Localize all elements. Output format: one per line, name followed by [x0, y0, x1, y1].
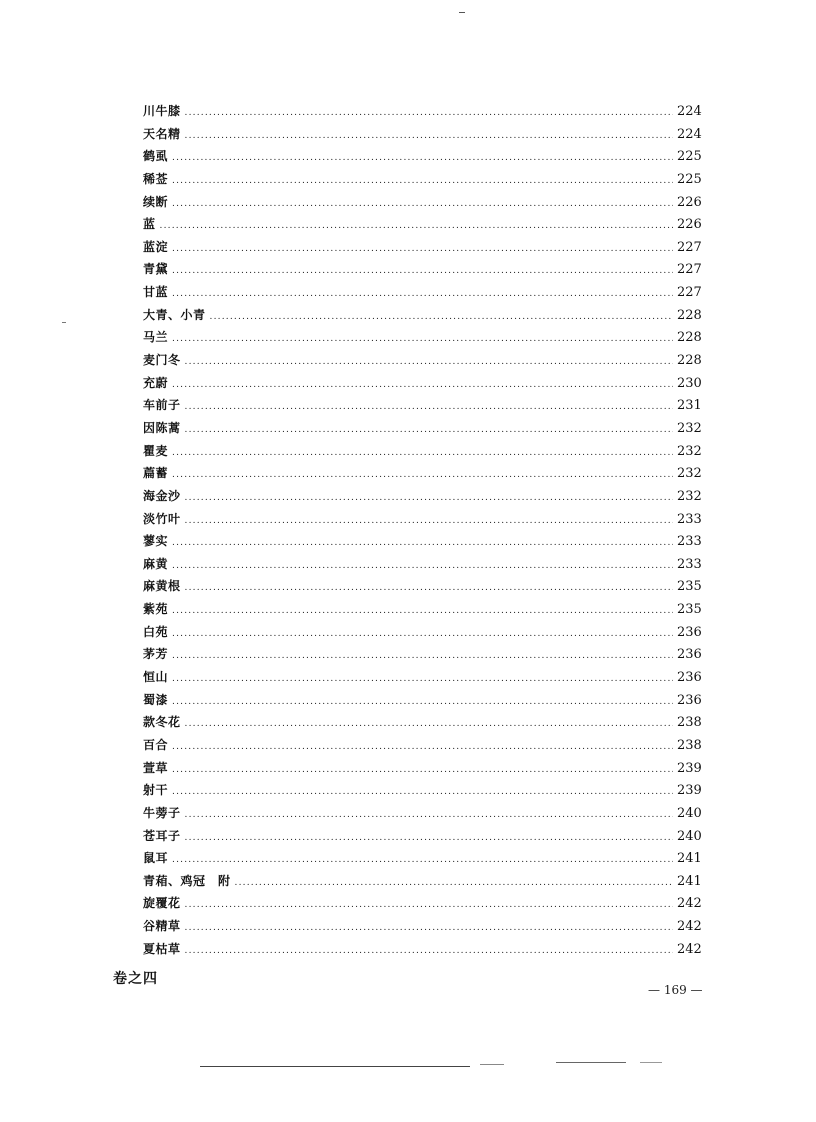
dot-leader	[172, 668, 673, 691]
dot-leader	[185, 827, 673, 850]
toc-entry	[143, 281, 703, 304]
toc-entry	[143, 847, 703, 870]
toc-entry	[143, 349, 703, 372]
scan-artifact-line	[556, 1062, 626, 1063]
page-number-footer: — 169 —	[648, 983, 703, 997]
toc-entry	[143, 530, 703, 553]
toc-entry-page: 230	[677, 375, 702, 391]
toc-entry-title: 恒山	[143, 670, 169, 685]
toc-entry-page: 227	[677, 262, 702, 278]
dot-leader	[210, 306, 673, 329]
toc-entry-page: 232	[677, 420, 702, 436]
dot-leader	[172, 623, 673, 646]
toc-entry-title: 萹蓄	[143, 466, 169, 481]
toc-entry-title: 麦门冬	[143, 353, 181, 368]
toc-entry-page: 235	[677, 579, 702, 595]
toc-entry	[143, 870, 703, 893]
scan-artifact-line	[480, 1064, 504, 1065]
toc-entry	[143, 123, 703, 146]
toc-entry-page: 226	[677, 194, 702, 210]
scan-artifact-line	[200, 1066, 470, 1067]
toc-entry	[143, 440, 703, 463]
toc-entry-title: 天名精	[143, 126, 181, 141]
toc-entry-title: 苍耳子	[143, 828, 181, 843]
toc-entry	[143, 825, 703, 848]
dot-leader	[185, 894, 673, 917]
toc-entry-title: 白苑	[143, 624, 169, 639]
toc-entry	[143, 643, 703, 666]
dot-leader	[172, 555, 673, 578]
toc-entry	[143, 258, 703, 281]
dot-leader	[185, 419, 673, 442]
toc-entry-title: 淡竹叶	[143, 511, 181, 526]
toc-entry-title: 川牛膝	[143, 104, 181, 118]
toc-entry	[143, 100, 703, 123]
dot-leader	[172, 781, 673, 804]
toc-entry	[143, 191, 703, 214]
toc-entry-title: 海金沙	[143, 488, 181, 503]
dot-leader	[172, 193, 673, 216]
dot-leader	[185, 940, 673, 963]
toc-entry-title: 大青、小青	[143, 307, 206, 322]
dot-leader	[172, 532, 673, 555]
toc-entry-title: 麻黄	[143, 556, 169, 571]
toc-entry-page: 239	[677, 783, 702, 799]
toc-entry-title: 旋覆花	[143, 896, 181, 911]
dot-leader	[185, 396, 673, 419]
toc-entry	[143, 168, 703, 191]
toc-entry-page: 224	[677, 104, 702, 119]
toc-entry-title: 青葙、鸡冠 附	[143, 873, 231, 888]
toc-entry-title: 因陈蒿	[143, 420, 181, 435]
scan-artifact-line	[640, 1062, 662, 1063]
toc-entry-title: 车前子	[143, 398, 181, 413]
toc-entry-page: 233	[677, 534, 702, 550]
toc-entry-title: 款冬花	[143, 715, 181, 730]
toc-entry-page: 240	[677, 828, 702, 844]
dot-leader	[160, 215, 673, 238]
dot-leader	[172, 238, 673, 261]
toc-entry-title: 瞿麦	[143, 443, 169, 458]
toc-entry-page: 242	[677, 896, 702, 912]
dot-leader	[185, 351, 673, 374]
toc-entry-title: 蓝	[143, 217, 156, 232]
toc-entry	[143, 326, 703, 349]
toc-entry-page: 227	[677, 285, 702, 301]
toc-entry-page: 239	[677, 760, 702, 776]
dot-leader	[185, 917, 673, 940]
dot-leader	[185, 577, 673, 600]
dot-leader	[172, 260, 673, 283]
toc-entry-title: 紫苑	[143, 602, 169, 617]
toc-entry	[143, 779, 703, 802]
toc-entry-page: 228	[677, 330, 702, 346]
toc-entry-title: 青黛	[143, 262, 169, 277]
toc-entry-page: 232	[677, 488, 702, 504]
dot-leader	[185, 510, 673, 533]
toc-entry	[143, 621, 703, 644]
dot-leader	[185, 713, 673, 736]
dot-leader	[235, 872, 673, 895]
toc-entry-title: 茅芳	[143, 647, 169, 662]
toc-entry-title: 牛蒡子	[143, 805, 181, 820]
toc-entry	[143, 485, 703, 508]
toc-entry-title: 蜀漆	[143, 692, 169, 707]
toc-entry-page: 225	[677, 149, 702, 165]
toc-entry-page: 236	[677, 670, 702, 686]
dot-leader	[172, 736, 673, 759]
toc-entry-title: 夏枯草	[143, 941, 181, 956]
toc-entry	[143, 462, 703, 485]
toc-entry	[143, 757, 703, 780]
scan-artifact-mark	[459, 12, 465, 13]
dot-leader	[185, 487, 673, 510]
toc-entry-title: 甘蓝	[143, 285, 169, 300]
toc-entry-title: 射干	[143, 783, 169, 798]
toc-entry	[143, 213, 703, 236]
toc-entry-title: 鹤虱	[143, 149, 169, 164]
dot-leader	[172, 442, 673, 465]
toc-entry-title: 稀莶	[143, 171, 169, 186]
toc-entry	[143, 938, 703, 961]
section-heading: 卷之四	[113, 971, 158, 987]
toc-entry-title: 续断	[143, 194, 169, 209]
toc-entry-page: 224	[677, 126, 702, 142]
toc-entry-page: 228	[677, 307, 702, 323]
dot-leader	[172, 759, 673, 782]
toc-entry	[143, 915, 703, 938]
dot-leader	[185, 102, 673, 125]
dot-leader	[172, 849, 673, 872]
dot-leader	[172, 464, 673, 487]
toc-entry-page: 232	[677, 443, 702, 459]
scan-artifact-mark	[62, 322, 66, 323]
toc-entry	[143, 892, 703, 915]
toc-entry-title: 百合	[143, 737, 169, 752]
toc-entry-page: 226	[677, 217, 702, 233]
dot-leader	[172, 283, 673, 306]
toc-entry-page: 233	[677, 511, 702, 527]
dot-leader	[185, 125, 673, 148]
toc-entry	[143, 711, 703, 734]
toc-entry-page: 238	[677, 715, 702, 731]
toc-entry	[143, 802, 703, 825]
toc-entry-page: 240	[677, 805, 702, 821]
toc-entry-page: 235	[677, 602, 702, 618]
toc-entry-page: 241	[677, 873, 702, 889]
dot-leader	[172, 691, 673, 714]
dot-leader	[172, 600, 673, 623]
toc-entry-title: 蓼实	[143, 534, 169, 549]
toc-entry	[143, 417, 703, 440]
toc-entry	[143, 236, 703, 259]
dot-leader	[185, 804, 673, 827]
toc-entry	[143, 666, 703, 689]
toc-entry-page: 241	[677, 851, 702, 867]
toc-entry	[143, 508, 703, 531]
toc-entry-title: 充蔚	[143, 375, 169, 390]
toc-entry	[143, 575, 703, 598]
toc-entry	[143, 372, 703, 395]
toc-entry-title: 谷精草	[143, 919, 181, 934]
toc-entry	[143, 734, 703, 757]
toc-entry-page: 238	[677, 737, 702, 753]
table-of-contents	[143, 100, 703, 960]
toc-entry-title: 麻黄根	[143, 579, 181, 594]
toc-entry-page: 227	[677, 239, 702, 255]
toc-entry-page: 242	[677, 919, 702, 935]
dot-leader	[172, 170, 673, 193]
toc-entry	[143, 598, 703, 621]
toc-entry-page: 231	[677, 398, 702, 414]
toc-entry	[143, 145, 703, 168]
toc-entry	[143, 304, 703, 327]
toc-entry-title: 马兰	[143, 330, 169, 345]
toc-entry-page: 233	[677, 556, 702, 572]
toc-entry	[143, 394, 703, 417]
dot-leader	[172, 147, 673, 170]
toc-entry	[143, 689, 703, 712]
toc-entry-page: 236	[677, 647, 702, 663]
toc-entry-title: 萱草	[143, 760, 169, 775]
toc-entry-page: 232	[677, 466, 702, 482]
dot-leader	[172, 328, 673, 351]
toc-entry-title: 鼠耳	[143, 851, 169, 866]
toc-entry-page: 228	[677, 353, 702, 369]
toc-entry-title: 蓝淀	[143, 239, 169, 254]
dot-leader	[172, 374, 673, 397]
toc-entry-page: 242	[677, 941, 702, 957]
toc-entry-page: 236	[677, 692, 702, 708]
dot-leader	[172, 645, 673, 668]
toc-entry-page: 225	[677, 171, 702, 187]
toc-entry-page: 236	[677, 624, 702, 640]
toc-entry	[143, 553, 703, 576]
